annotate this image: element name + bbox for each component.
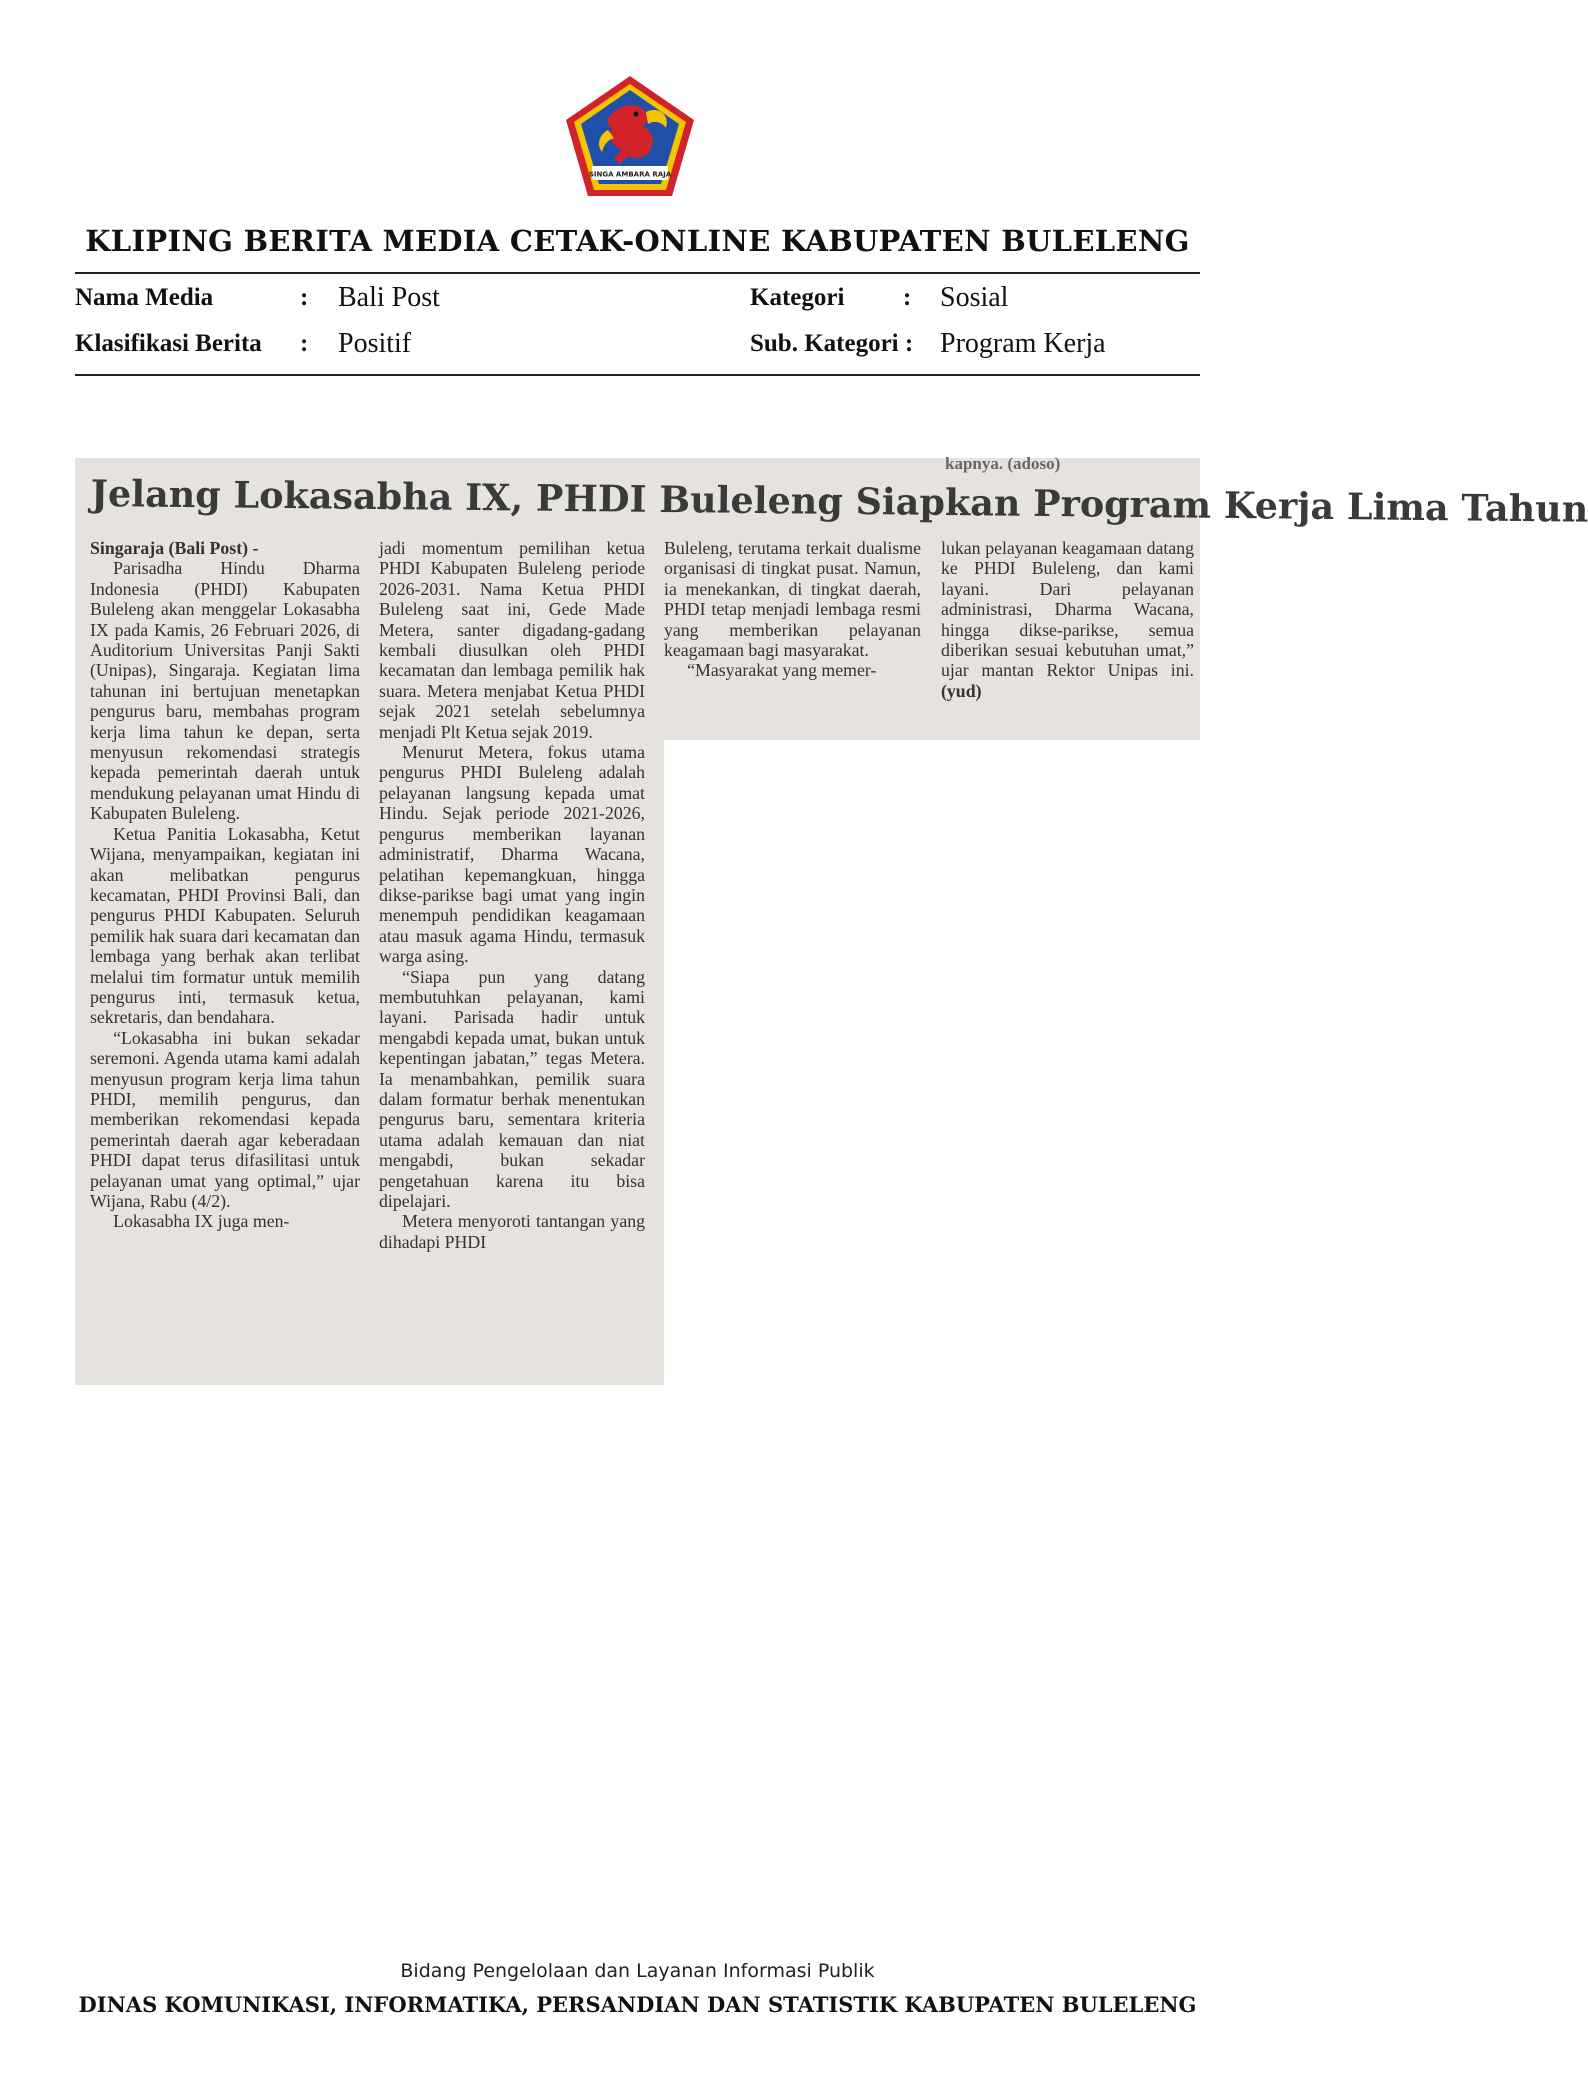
buleleng-regency-logo (562, 74, 698, 200)
klasifikasi-label: Klasifikasi Berita (75, 330, 262, 357)
media-value: Bali Post (338, 282, 440, 313)
footer-agency: DINAS KOMUNIKASI, INFORMATIKA, PERSANDIAN DAN STATISTIK KABUPATEN BULELENG (78, 1992, 1197, 2017)
col1-paragraph: Parisadha Hindu Dharma Indonesia (PHDI) Kabupaten Buleleng akan menggelar Lokasabha IX pada Kamis, 26 Februari 2026, di Auditorium Universitas Panji Sakti (Unipas), Singaraja. Kegiatan lima tahunan ini bertujuan menetapkan pengurus baru, membahas program kerja lima tahun ke depan, serta menyusun rekomendasi strategis kepada pemerintah daerah untuk mendukung pelayanan umat Hindu di Kabupaten Buleleng. (90, 558, 360, 824)
col2-paragraph: jadi momentum pemilihan ketua PHDI Kabupaten Buleleng periode 2026-2031. Nama Ketua PHDI Buleleng saat ini, Gede Made Metera, santer digadang-gadang kembali diusulkan oleh PHDI kecamatan dan lembaga pemilik hak suara. Metera menjabat Ketua PHDI sejak 2021 setelah sebelumnya menjadi Plt Ketua sejak 2019. (379, 538, 645, 742)
article-byline: (yud) (941, 680, 982, 701)
news-clipping (75, 454, 1588, 1385)
sub-kategori-label: Sub. Kategori : (750, 330, 914, 357)
col3-paragraph: Buleleng, terutama terkait dualisme organisasi di tingkat pusat. Namun, ia menekankan, di tingkat daerah, PHDI tetap menjadi lembaga resmi yang memberikan pelayanan keagamaan bagi masyarakat. (664, 538, 921, 661)
logo-motto: SINGA AMBARA RAJA (588, 170, 672, 179)
col1-paragraph: Lokasabha IX juga men- (113, 1211, 290, 1232)
article-column-3 (664, 538, 921, 681)
kategori-value: Sosial (940, 282, 1009, 313)
kategori-colon: : (903, 284, 912, 311)
article-column-4 (941, 538, 1194, 701)
sub-kategori-value: Program Kerja (940, 328, 1106, 359)
header-rule-bottom (75, 374, 1200, 376)
kategori-label: Kategori (750, 284, 845, 311)
col1-paragraph: “Lokasabha ini bukan sekadar seremoni. Agenda utama kami adalah menyusun program kerja lima tahun PHDI, memilih pengurus, dan memberikan rekomendasi kepada pemerintah daerah agar keberadaan PHDI dapat terus difasilitasi untuk pelayanan umat yang optimal,” ujar Wijana, Rabu (4/2). (90, 1027, 360, 1211)
klasifikasi-value: Positif (338, 328, 412, 359)
col2-paragraph: Menurut Metera, fokus utama pengurus PHDI Buleleng adalah pelayanan langsung kepada umat Hindu. Sejak periode 2021-2026, pengurus memberikan layanan administratif, Dharma Wacana, pelatihan kepemangkuan, hingga dikse-parikse bagi umat yang ingin menempuh pendidikan keagamaan atau masuk agama Hindu, termasuk warga asing. (379, 742, 645, 967)
col1-paragraph: Ketua Panitia Lokasabha, Ketut Wijana, menyampaikan, kegiatan ini akan melibatkan pengurus kecamatan, PHDI Provinsi Bali, dan pengurus PHDI Kabupaten. Seluruh pemilik hak suara dari kecamatan dan lembaga yang berhak akan terlibat melalui tim formatur untuk memilih pengurus inti, termasuk ketua, sekretaris, dan bendahara. (90, 823, 360, 1028)
col2-paragraph: “Siapa pun yang datang membutuhkan pelayanan, kami layani. Parisada hadir untuk mengabdi kepada umat, bukan untuk kepentingan jabatan,” tegas Metera. Ia menambahkan, pemilik suara dalam formatur berhak menentukan pengurus baru, sementara kriteria utama adalah kemauan dan niat mengabdi, bukan sekadar pengetahuan karena itu bisa dipelajari. (379, 966, 645, 1211)
page-title: KLIPING BERITA MEDIA CETAK-ONLINE KABUPATEN BULELENG (85, 224, 1190, 258)
col4-paragraph: lukan pelayanan keagamaan datang ke PHDI Buleleng, dan kami layani. Dari pelayanan administrasi, Dharma Wacana, hingga dikse-parikse, semua diberikan sesuai kebutuhan umat,” ujar mantan Rektor Unipas ini. (941, 538, 1194, 681)
media-label: Nama Media (75, 284, 214, 311)
col2-paragraph: Metera menyoroti tantangan yang dihadapi PHDI (379, 1211, 645, 1252)
klasifikasi-colon: : (300, 330, 309, 357)
article-column-1 (90, 538, 360, 1232)
header-rule-top (75, 272, 1200, 274)
media-colon: : (300, 284, 309, 311)
article-dateline: Singaraja (Bali Post) - (90, 538, 259, 558)
col3-paragraph: “Masyarakat yang memer- (687, 660, 877, 681)
clipping-cutoff-text: kapnya. (adoso) (945, 454, 1061, 473)
article-column-2 (379, 538, 645, 1252)
footer-division: Bidang Pengelolaan dan Layanan Informasi Publik (400, 1960, 875, 1982)
article-headline: Jelang Lokasabha IX, PHDI Buleleng Siapkan Program Kerja Lima Tahun (90, 472, 1588, 531)
